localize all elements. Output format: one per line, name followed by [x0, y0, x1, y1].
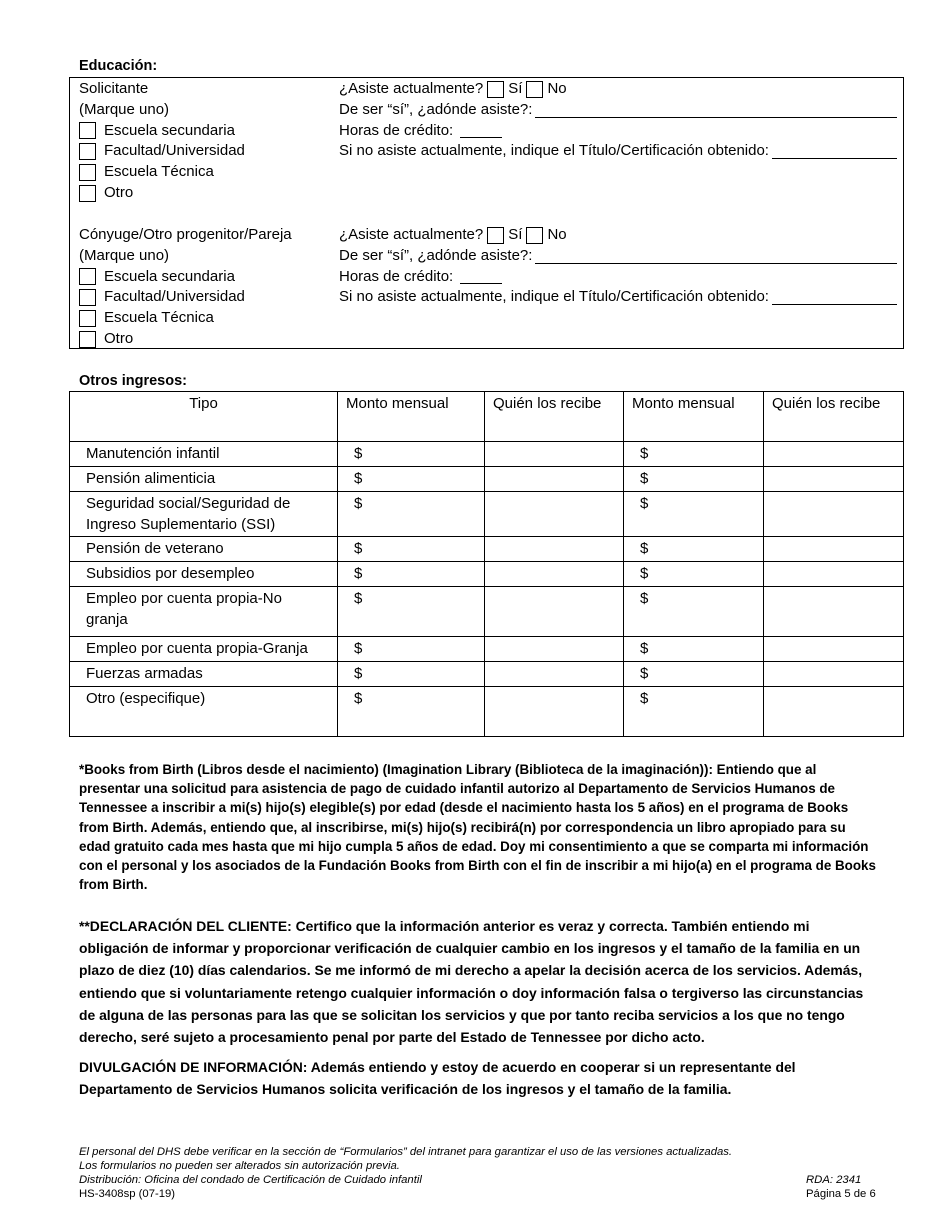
- currency-symbol: $: [640, 540, 649, 557]
- income-type-label: Fuerzas armadas: [86, 665, 203, 682]
- income-row: [70, 587, 904, 637]
- recipient-cell[interactable]: [764, 662, 904, 687]
- applicant-where-row: De ser “sí”, ¿adónde asiste?:: [339, 100, 897, 121]
- currency-symbol: $: [354, 540, 363, 557]
- recipient-cell[interactable]: [764, 537, 904, 562]
- amount-cell[interactable]: [624, 637, 764, 662]
- applicant-label: Solicitante: [79, 80, 149, 97]
- income-type-cell: [70, 442, 338, 467]
- attending-yes-checkbox[interactable]: [487, 227, 504, 244]
- currency-symbol: $: [640, 690, 649, 707]
- applicant-attending-row: ¿Asiste actualmente? Sí No: [339, 80, 567, 97]
- amount-cell[interactable]: [624, 562, 764, 587]
- education-title: Educación:: [79, 58, 158, 74]
- amount-cell[interactable]: [624, 687, 764, 737]
- income-row: [70, 687, 904, 737]
- attending-yes-checkbox[interactable]: [487, 81, 504, 98]
- income-type-label: Subsidios por desempleo: [86, 565, 255, 582]
- income-type-label: Pensión alimenticia: [86, 470, 216, 487]
- degree-obtained-field[interactable]: [772, 144, 897, 159]
- high-school-checkbox[interactable]: [79, 268, 96, 285]
- spouse-education-details: [339, 225, 897, 308]
- amount-cell[interactable]: [624, 587, 764, 637]
- income-type-label-cont: granja: [86, 610, 128, 628]
- footer-note-alter: Los formularios no pueden ser alterados sin autorización previa.: [79, 1160, 400, 1172]
- income-row: [70, 442, 904, 467]
- applicant-option-other[interactable]: Otro: [79, 183, 245, 204]
- books-from-birth-consent: *Books from Birth (Libros desde el nacimiento) (Imagination Library (Biblioteca de la imaginación)): Entiendo que al presentar una solicitud para asistencia de pago de cuidado infantil autorizo al Departamento de Servicios Humanos de Tennessee a inscribir a mi(s) hijo(s) elegible(s) por edad (desde el nacimiento hasta los 5 años) en el programa de Books from Birth. Además, entiendo que, al inscribirse, mi(s) hijo(s) recibirá(n) por correspondencia un libro apropiado para su edad gratuito cada mes hasta que mi hijo cumpla 5 años de edad. Doy mi consentimiento a que se comparta mi información con el personal y los asociados de la Fundación Books from Birth con el fin de inscribir a mi hijo(a) en el programa de Books from Birth.: [79, 762, 876, 893]
- income-type-cell: [70, 662, 338, 687]
- applicant-education-options: [79, 79, 245, 204]
- currency-symbol: $: [354, 470, 363, 487]
- applicant-degree-row: Si no asiste actualmente, indique el Título/Certificación obtenido:: [339, 141, 897, 162]
- currency-symbol: $: [640, 640, 649, 657]
- recipient-cell[interactable]: [764, 587, 904, 637]
- header-monthly-amount: Monto mensual: [624, 392, 764, 442]
- footer-note-verify: El personal del DHS debe verificar en la sección de “Formularios” del intranet para garantizar el uso de las versiones actualizadas.: [79, 1146, 733, 1158]
- currency-symbol: $: [354, 590, 363, 607]
- spouse-option-high-school[interactable]: Escuela secundaria: [79, 267, 292, 288]
- income-row: [70, 562, 904, 587]
- attending-no-checkbox[interactable]: [526, 227, 543, 244]
- income-row: [70, 662, 904, 687]
- education-box: [69, 77, 904, 349]
- spouse-option-college[interactable]: Facultad/Universidad: [79, 287, 292, 308]
- header-type: Tipo: [70, 392, 338, 442]
- income-type-label: Empleo por cuenta propia-No: [86, 590, 282, 607]
- recipient-cell[interactable]: [764, 467, 904, 492]
- income-table: [69, 391, 904, 737]
- technical-school-checkbox[interactable]: [79, 310, 96, 327]
- client-declaration: **DECLARACIÓN DEL CLIENTE: Certifico que la información anterior es veraz y correcta. También entiendo mi obligación de informar y proporcionar verificación de cualquier cambio en los ingresos y el tamaño de la familia en un plazo de diez (10) días calendarios. Se me informó de mi derecho a apelar la decisión acerca de los servicios. Además, entiendo que si voluntariamente retengo cualquier información o doy información falsa o tergiverso las circunstancias de alguna de las personas para las que se solicitan los servicios y que por tanto reciba servicios a los que no tengo derecho, seré sujeto a procesamiento penal por parte del Estado de Tennessee por dicho acto.: [79, 918, 864, 1046]
- header-who-receives: Quién los recibe: [764, 392, 904, 442]
- currency-symbol: $: [354, 565, 363, 582]
- recipient-cell[interactable]: [485, 637, 624, 662]
- income-title: Otros ingresos:: [79, 373, 187, 389]
- recipient-cell[interactable]: [485, 492, 624, 537]
- spouse-where-row: De ser “sí”, ¿adónde asiste?:: [339, 246, 897, 267]
- attending-no-checkbox[interactable]: [526, 81, 543, 98]
- income-type-cell: [70, 587, 338, 637]
- currency-symbol: $: [354, 665, 363, 682]
- currency-symbol: $: [354, 690, 363, 707]
- currency-symbol: $: [354, 445, 363, 462]
- college-checkbox[interactable]: [79, 289, 96, 306]
- header-who-receives: Quién los recibe: [485, 392, 624, 442]
- header-monthly-amount: Monto mensual: [338, 392, 485, 442]
- amount-cell[interactable]: [624, 492, 764, 537]
- currency-symbol: $: [640, 470, 649, 487]
- applicant-mark-one: (Marque uno): [79, 100, 170, 118]
- income-type-label: Otro (especifique): [86, 690, 206, 707]
- applicant-option-college[interactable]: Facultad/Universidad: [79, 141, 245, 162]
- income-row: [70, 537, 904, 562]
- currency-symbol: $: [640, 665, 649, 682]
- information-disclosure: DIVULGACIÓN DE INFORMACIÓN: Además entiendo y estoy de acuerdo en cooperar si un representante del Departamento de Servicios Humanos solicita verificación de los ingresos y el tamaño de la familia.: [79, 1059, 796, 1098]
- income-type-label: Empleo por cuenta propia-Granja: [86, 640, 308, 657]
- page-number: Página 5 de 6: [806, 1188, 876, 1200]
- spouse-attending-row: ¿Asiste actualmente? Sí No: [339, 226, 567, 243]
- where-attending-field[interactable]: [535, 103, 897, 118]
- income-row: [70, 492, 904, 537]
- recipient-cell[interactable]: [485, 442, 624, 467]
- rda-number: RDA: 2341: [806, 1174, 862, 1186]
- spouse-credit-hours-row: Horas de crédito:: [339, 267, 897, 288]
- spouse-label: Cónyuge/Otro progenitor/Pareja: [79, 226, 292, 243]
- income-type-label-cont: Ingreso Suplementario (SSI): [86, 515, 276, 533]
- amount-cell[interactable]: [338, 442, 485, 467]
- amount-cell[interactable]: [338, 637, 485, 662]
- amount-cell[interactable]: [338, 562, 485, 587]
- technical-school-checkbox[interactable]: [79, 164, 96, 181]
- income-row: [70, 637, 904, 662]
- amount-cell[interactable]: [338, 587, 485, 637]
- amount-cell[interactable]: [624, 442, 764, 467]
- recipient-cell[interactable]: [764, 687, 904, 737]
- income-type-cell: [70, 637, 338, 662]
- currency-symbol: $: [354, 495, 363, 512]
- spouse-option-technical[interactable]: Escuela Técnica: [79, 308, 292, 329]
- recipient-cell[interactable]: [485, 662, 624, 687]
- recipient-cell[interactable]: [764, 562, 904, 587]
- income-type-cell: [70, 687, 338, 737]
- income-type-label: Manutención infantil: [86, 445, 220, 462]
- spouse-option-other[interactable]: Otro: [79, 329, 292, 350]
- income-type-cell: [70, 467, 338, 492]
- amount-cell[interactable]: [624, 467, 764, 492]
- recipient-cell[interactable]: [485, 587, 624, 637]
- recipient-cell[interactable]: [485, 687, 624, 737]
- other-checkbox[interactable]: [79, 185, 96, 202]
- amount-cell[interactable]: [338, 687, 485, 737]
- income-type-label: Pensión de veterano: [86, 540, 224, 557]
- high-school-checkbox[interactable]: [79, 122, 96, 139]
- amount-cell[interactable]: [624, 662, 764, 687]
- currency-symbol: $: [640, 495, 649, 512]
- amount-cell[interactable]: [624, 537, 764, 562]
- credit-hours-field[interactable]: [460, 269, 502, 284]
- income-type-cell: [70, 562, 338, 587]
- credit-hours-field[interactable]: [460, 123, 502, 138]
- applicant-option-technical[interactable]: Escuela Técnica: [79, 162, 245, 183]
- income-row: [70, 467, 904, 492]
- currency-symbol: $: [640, 590, 649, 607]
- applicant-credit-hours-row: Horas de crédito:: [339, 121, 897, 142]
- income-type-label: Seguridad social/Seguridad de: [86, 495, 291, 512]
- applicant-education-details: [339, 79, 897, 162]
- amount-cell[interactable]: [338, 492, 485, 537]
- recipient-cell[interactable]: [764, 637, 904, 662]
- currency-symbol: $: [640, 445, 649, 462]
- currency-symbol: $: [640, 565, 649, 582]
- form-number: HS-3408sp (07-19): [79, 1188, 176, 1200]
- footer-distribution: Distribución: Oficina del condado de Certificación de Cuidado infantil: [79, 1174, 422, 1186]
- other-checkbox[interactable]: [79, 331, 96, 348]
- amount-cell[interactable]: [338, 467, 485, 492]
- recipient-cell[interactable]: [764, 442, 904, 467]
- recipient-cell[interactable]: [485, 562, 624, 587]
- applicant-option-high-school[interactable]: Escuela secundaria: [79, 121, 245, 142]
- recipient-cell[interactable]: [764, 492, 904, 537]
- income-header-row: [70, 392, 904, 442]
- income-type-cell: [70, 537, 338, 562]
- recipient-cell[interactable]: [485, 537, 624, 562]
- spouse-degree-row: Si no asiste actualmente, indique el Título/Certificación obtenido:: [339, 287, 897, 308]
- amount-cell[interactable]: [338, 537, 485, 562]
- currency-symbol: $: [354, 640, 363, 657]
- income-type-cell: [70, 492, 338, 537]
- spouse-education-options: [79, 225, 292, 350]
- recipient-cell[interactable]: [485, 467, 624, 492]
- degree-obtained-field[interactable]: [772, 290, 897, 305]
- spouse-mark-one: (Marque uno): [79, 246, 170, 264]
- where-attending-field[interactable]: [535, 249, 897, 264]
- college-checkbox[interactable]: [79, 143, 96, 160]
- amount-cell[interactable]: [338, 662, 485, 687]
